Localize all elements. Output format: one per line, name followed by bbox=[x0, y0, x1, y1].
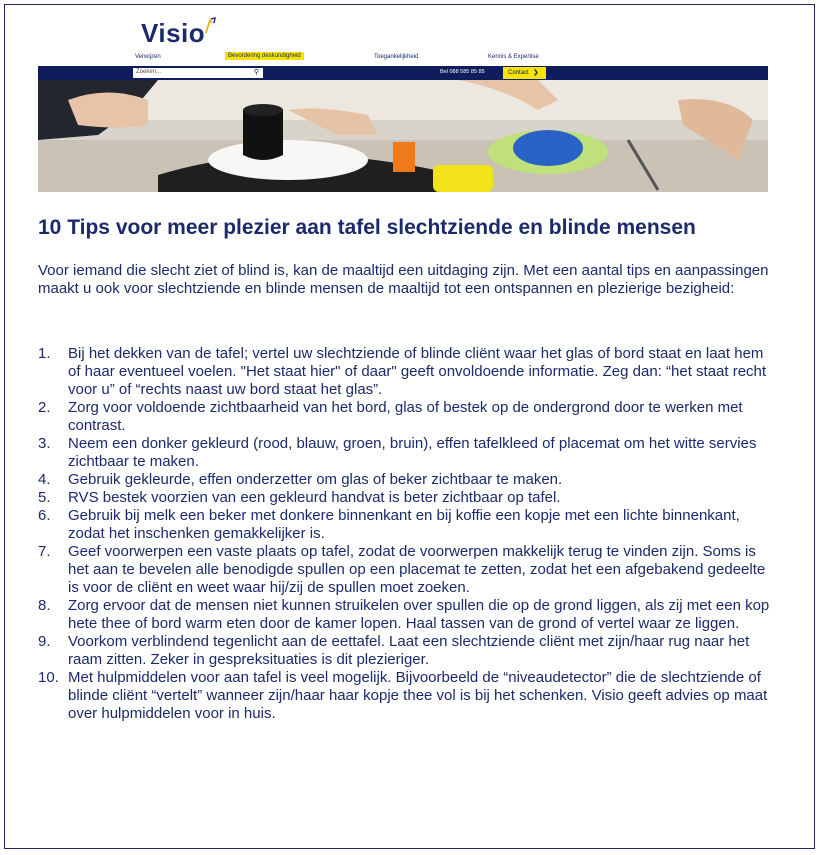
tips-list bbox=[38, 345, 778, 723]
list-item bbox=[38, 435, 778, 471]
list-number: 7. bbox=[38, 543, 51, 560]
list-number: 5. bbox=[38, 489, 51, 506]
website-header-screenshot bbox=[38, 14, 768, 192]
list-text: Gebruik bij melk een beker met donkere binnenkant en bij koffie een kopje met een lichte binnenkant, zodat het inschenken gemakkelijker is. bbox=[68, 507, 740, 542]
list-text: Bij het dekken van de tafel; vertel uw slechtziende of blinde cliënt waar het glas of bord staat en laat hem of haar eventueel voelen. "Het staat hier" of daar" geeft onvoldoende informatie. Zeg dan: “het staat recht voor u” of “rechts naast uw bord staat het glas”. bbox=[68, 345, 767, 398]
search-placeholder: Zoeken... bbox=[136, 69, 162, 75]
list-text: Neem een donker gekleurd (rood, blauw, groen, bruin), effen tafelkleed of placemat om het witte servies zichtbaar te maken. bbox=[68, 435, 757, 470]
list-number: 10. bbox=[38, 669, 59, 686]
list-text: Zorg voor voldoende zichtbaarheid van het bord, glas of bestek op de ondergrond door te werken met contrast. bbox=[68, 399, 743, 434]
list-text: Zorg ervoor dat de mensen niet kunnen struikelen over spullen die op de grond liggen, als zij met een kop hete thee of bord warm eten door de kamer lopen. Haal tassen van de grond of vertel waar ze liggen. bbox=[68, 597, 770, 632]
logo-mark-icon bbox=[203, 17, 217, 35]
hero-photo-table-setting bbox=[38, 80, 768, 192]
list-number: 6. bbox=[38, 507, 51, 524]
list-number: 8. bbox=[38, 597, 51, 614]
logo-text: Visio bbox=[141, 18, 206, 48]
search-icon[interactable]: ⚲ bbox=[253, 69, 259, 76]
list-number: 2. bbox=[38, 399, 51, 416]
list-text: Gebruik gekleurde, effen onderzetter om glas of beker zichtbaar te maken. bbox=[68, 471, 563, 488]
contact-button[interactable] bbox=[503, 67, 546, 79]
main-nav bbox=[135, 52, 565, 64]
list-item bbox=[38, 489, 778, 507]
list-text: Geef voorwerpen een vaste plaats op tafel, zodat de voorwerpen makkelijk terug te vinden zijn. Soms is het aan te bevelen alle benodigde spullen op een placemat te zetten, zodat het een afgebakend gedeelte is voor de cliënt en weet waar hij/zij de spullen moet zoeken. bbox=[68, 543, 766, 596]
list-item bbox=[38, 507, 778, 543]
list-number: 4. bbox=[38, 471, 51, 488]
list-text: Met hulpmiddelen voor aan tafel is veel mogelijk. Bijvoorbeeld de “niveaudetector” die de slechtziende of blinde cliënt “vertelt” wanneer zijn/haar haar kopje thee vol is bij het schenken. Visio geeft advies op maat over hulpmiddelen voor in huis. bbox=[68, 669, 768, 722]
article-intro: Voor iemand die slecht ziet of blind is, kan de maaltijd een uitdaging zijn. Met een aantal tips en aanpassingen maakt u ook voor slechtziende en blinde mensen de maaltijd tot een ontspannen en plezierige bezigheid: bbox=[38, 262, 769, 297]
list-item bbox=[38, 543, 778, 597]
phone-number: Bel 088 585 85 85 bbox=[440, 69, 485, 75]
list-item bbox=[38, 669, 778, 723]
list-number: 9. bbox=[38, 633, 51, 650]
nav-item-bevordering-deskundigheid[interactable]: Bevordering deskundigheid bbox=[225, 52, 304, 60]
header-bar bbox=[38, 66, 768, 80]
chevron-right-icon: ❯ bbox=[533, 70, 539, 76]
nav-item-kennis-expertise[interactable]: Kennis & Expertise bbox=[488, 54, 539, 60]
list-item bbox=[38, 633, 778, 669]
list-number: 1. bbox=[38, 345, 51, 362]
list-number: 3. bbox=[38, 435, 51, 452]
article-title: 10 Tips voor meer plezier aan tafel slechtziende en blinde mensen bbox=[38, 216, 696, 239]
list-item bbox=[38, 597, 778, 633]
list-item bbox=[38, 471, 778, 489]
contact-label: Contact bbox=[508, 70, 529, 76]
nav-item-verwijzen[interactable]: Verwijzen bbox=[135, 54, 161, 60]
visio-logo[interactable] bbox=[141, 18, 205, 49]
search-input[interactable] bbox=[133, 68, 263, 78]
list-text: RVS bestek voorzien van een gekleurd handvat is beter zichtbaar op tafel. bbox=[68, 489, 561, 506]
list-item bbox=[38, 345, 778, 399]
list-text: Voorkom verblindend tegenlicht aan de eettafel. Laat een slechtziende cliënt met zijn/haar rug naar het raam zitten. Zeker in gespreksituaties is dit plezieriger. bbox=[68, 633, 750, 668]
nav-item-toegankelijkheid[interactable]: Toegankelijkheid bbox=[374, 54, 419, 60]
list-item bbox=[38, 399, 778, 435]
